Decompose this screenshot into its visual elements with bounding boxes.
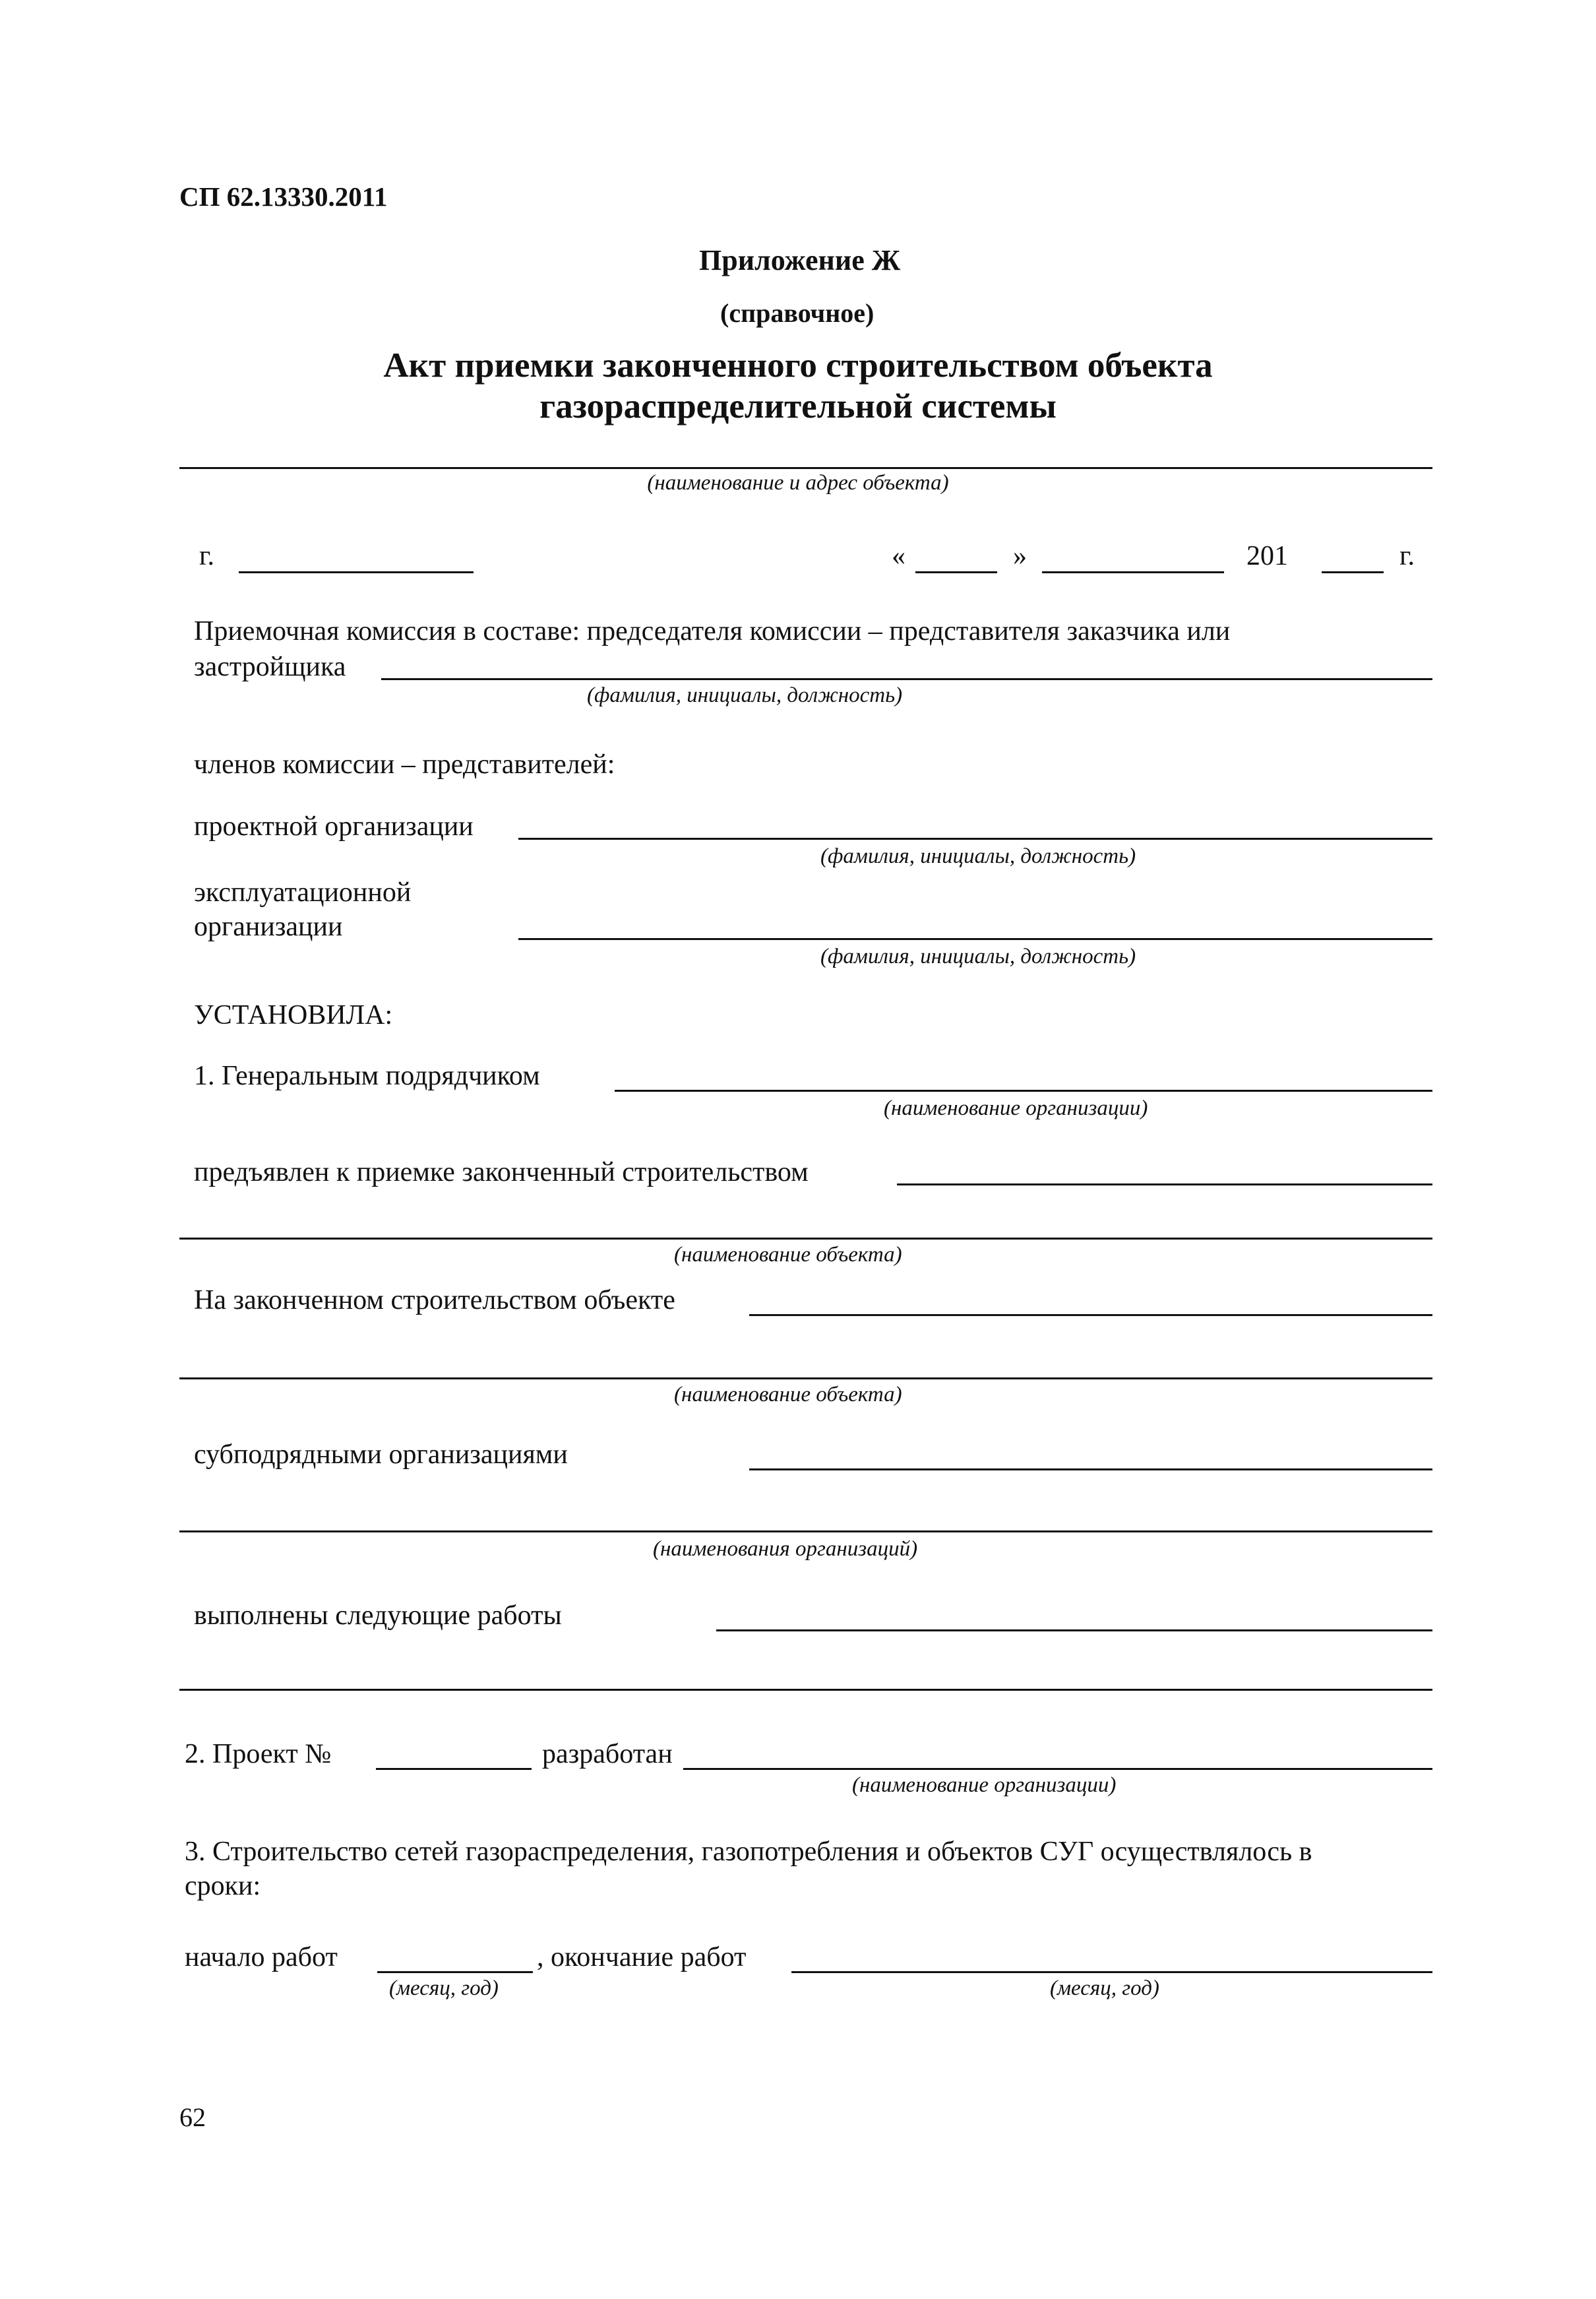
chair-line[interactable]: [381, 678, 1432, 680]
start-label: начало работ: [185, 1942, 338, 1972]
operating-org-caption: (фамилия, инициалы, должность): [820, 945, 1136, 968]
established-heading: УСТАНОВИЛА:: [194, 1000, 393, 1030]
construction-line1: 3. Строительство сетей газораспределения, газопотребления и объектов СУГ осуществлялось в: [185, 1837, 1312, 1867]
year-prefix: 201: [1246, 541, 1288, 571]
city-line[interactable]: [239, 571, 474, 573]
commission-line2: застройщика: [194, 652, 346, 682]
object-caption-1: (наименование объекта): [674, 1243, 902, 1267]
design-org-line[interactable]: [518, 838, 1432, 840]
works-line-2[interactable]: [179, 1689, 1432, 1691]
subcontractors-caption: (наименования организаций): [653, 1537, 918, 1561]
day-line[interactable]: [915, 571, 997, 573]
end-line[interactable]: [791, 1971, 1432, 1973]
design-org-label: проектной организации: [194, 811, 474, 842]
end-label: , окончание работ: [537, 1942, 747, 1972]
appendix-label: Приложение Ж: [699, 244, 901, 276]
month-line[interactable]: [1042, 571, 1224, 573]
page-number: 62: [179, 2102, 206, 2132]
chair-caption: (фамилия, инициалы, должность): [587, 683, 903, 707]
operating-org-label-2: организации: [194, 912, 343, 942]
design-org-caption: (фамилия, инициалы, должность): [820, 844, 1136, 868]
completed-object-label: На законченном строительством объекте: [194, 1285, 675, 1315]
start-line[interactable]: [377, 1971, 533, 1973]
object-line-1[interactable]: [179, 1238, 1432, 1240]
presented-line[interactable]: [897, 1183, 1432, 1185]
general-contractor-caption: (наименование организации): [884, 1096, 1148, 1120]
developed-caption: (наименование организации): [852, 1773, 1117, 1797]
operating-org-label-1: эксплуатационной: [194, 877, 412, 908]
year-suffix: г.: [1399, 541, 1415, 571]
object-name-caption: (наименование и адрес объекта): [647, 471, 949, 495]
subcontractors-label: субподрядными организациями: [194, 1439, 568, 1470]
commission-line1: Приемочная комиссия в составе: председателя комиссии – представителя заказчика или: [194, 616, 1231, 646]
object-line-2[interactable]: [179, 1377, 1432, 1379]
members-label: членов комиссии – представителей:: [194, 749, 615, 780]
presented-label: предъявлен к приемке законченный строительством: [194, 1157, 809, 1187]
subcontractors-line-2[interactable]: [179, 1530, 1432, 1532]
construction-line2: сроки:: [185, 1871, 261, 1901]
end-caption: (месяц, год): [1050, 1976, 1159, 2000]
general-contractor-line[interactable]: [615, 1090, 1432, 1092]
document-code: СП 62.13330.2011: [179, 181, 388, 212]
city-prefix: г.: [199, 541, 214, 571]
subcontractors-line[interactable]: [749, 1468, 1432, 1470]
project-label: 2. Проект №: [185, 1739, 332, 1769]
developed-label: разработан: [542, 1739, 673, 1769]
document-title-line1: Акт приемки законченного строительством объекта: [383, 346, 1213, 385]
document-title-line2: газораспределительной системы: [539, 387, 1057, 425]
object-name-line[interactable]: [179, 467, 1432, 469]
appendix-type: (справочное): [720, 298, 875, 328]
operating-org-line[interactable]: [518, 938, 1432, 940]
year-line[interactable]: [1322, 571, 1384, 573]
completed-object-line[interactable]: [749, 1314, 1432, 1316]
object-caption-2: (наименование объекта): [674, 1383, 902, 1406]
project-number-line[interactable]: [376, 1768, 532, 1770]
works-line[interactable]: [716, 1629, 1432, 1631]
quote-close: »: [1013, 541, 1027, 571]
works-label: выполнены следующие работы: [194, 1600, 562, 1631]
developed-line[interactable]: [683, 1768, 1432, 1770]
general-contractor-label: 1. Генеральным подрядчиком: [194, 1061, 540, 1091]
quote-open: «: [892, 541, 905, 571]
start-caption: (месяц, год): [389, 1976, 499, 2000]
